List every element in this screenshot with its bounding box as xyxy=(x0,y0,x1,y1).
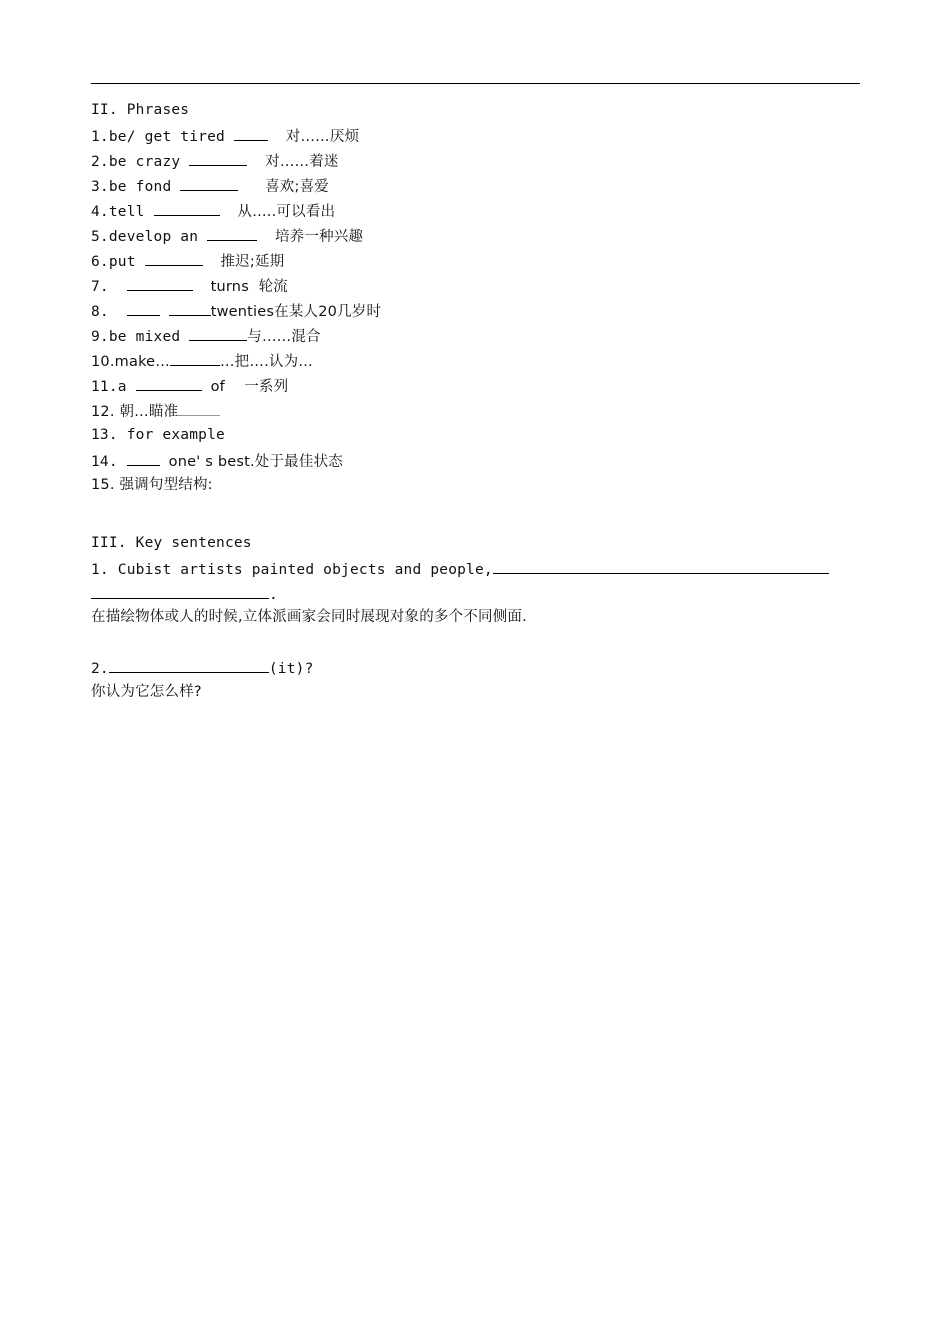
phrase-11-blank[interactable] xyxy=(136,376,202,391)
phrase-2-meaning: 对……着迷 xyxy=(265,154,339,170)
phrase-9 xyxy=(91,326,321,346)
phrase-6-blank[interactable] xyxy=(145,251,203,266)
phrase-2-text: 2.be crazy xyxy=(91,154,181,170)
phrase-13 xyxy=(91,426,225,444)
phrase-2-blank[interactable] xyxy=(189,151,247,166)
phrase-10 xyxy=(91,351,313,371)
sentence-1 xyxy=(91,559,829,579)
phrase-3 xyxy=(91,176,329,196)
phrase-7-text: 7. xyxy=(91,279,109,295)
phrase-3-meaning: 喜欢;喜爱 xyxy=(265,179,329,195)
phrase-4-meaning: 从…..可以看出 xyxy=(237,204,336,220)
phrase-8-blank-1[interactable] xyxy=(127,301,160,316)
phrase-7 xyxy=(91,276,288,296)
phrase-3-blank[interactable] xyxy=(180,176,238,191)
sentence-2-translation: 你认为它怎么样? xyxy=(91,684,202,700)
phrase-2 xyxy=(91,151,339,171)
phrases-heading: II. Phrases xyxy=(91,102,190,118)
phrase-1-meaning: 对……厌烦 xyxy=(285,129,360,145)
sentence-1-cont xyxy=(91,584,278,604)
phrase-5-text: 5.develop an xyxy=(91,229,199,245)
sentence-1-blank-1[interactable] xyxy=(493,559,829,574)
phrase-8-blank-2[interactable] xyxy=(169,301,211,316)
phrase-14 xyxy=(91,451,343,471)
phrase-12-text: 12. 朝…瞄准 xyxy=(91,404,179,420)
phrase-10-text: 10.make… xyxy=(91,354,170,370)
sentence-1-translation: 在描绘物体或人的时候,立体派画家会同时展现对象的多个不同侧面. xyxy=(91,609,527,625)
phrase-8 xyxy=(91,301,381,321)
phrase-4-text: 4.tell xyxy=(91,204,145,220)
phrase-14-meaning: one' s best.处于最佳状态 xyxy=(168,454,343,470)
phrase-6 xyxy=(91,251,284,271)
phrase-5 xyxy=(91,226,363,246)
sentence-2 xyxy=(91,658,314,678)
phrase-15 xyxy=(91,476,213,494)
phrase-1-blank[interactable] xyxy=(234,126,268,141)
phrase-12-blank[interactable] xyxy=(178,401,220,416)
phrase-1-text: 1.be/ get tired xyxy=(91,129,225,145)
phrase-8-meaning: twenties在某人20几岁时 xyxy=(210,304,382,320)
phrase-11 xyxy=(91,376,288,396)
phrase-11-text: 11.a xyxy=(91,379,127,395)
phrase-13-text: 13. for example xyxy=(91,427,225,443)
phrase-7-meaning: turns 轮流 xyxy=(210,279,288,295)
phrase-6-text: 6.put xyxy=(91,254,136,270)
phrase-14-text: 14. xyxy=(91,454,118,470)
phrase-9-text: 9.be mixed xyxy=(91,329,181,345)
sentence-2-end: (it)? xyxy=(268,661,314,677)
phrase-15-text: 15. 强调句型结构: xyxy=(91,477,213,493)
phrase-1 xyxy=(91,126,359,146)
phrase-5-meaning: 培养一种兴趣 xyxy=(274,229,364,245)
phrase-10-meaning: …把….认为… xyxy=(219,354,313,370)
phrase-7-blank[interactable] xyxy=(127,276,193,291)
phrase-9-meaning: 与……混合 xyxy=(247,329,321,345)
sentence-2-blank[interactable] xyxy=(109,658,269,673)
phrase-8-text: 8. xyxy=(91,304,109,320)
sentence-2-start: 2. xyxy=(91,661,109,677)
phrase-6-meaning: 推迟;延期 xyxy=(220,254,285,270)
phrase-4-blank[interactable] xyxy=(154,201,220,216)
phrase-10-blank[interactable] xyxy=(170,351,220,366)
sentences-heading: III. Key sentences xyxy=(91,535,252,551)
phrase-4 xyxy=(91,201,335,221)
phrase-11-meaning: of 一系列 xyxy=(210,379,289,395)
phrase-5-blank[interactable] xyxy=(207,226,257,241)
top-rule xyxy=(91,83,860,84)
sentence-1-text: 1. Cubist artists painted objects and people, xyxy=(91,562,493,578)
phrase-14-blank[interactable] xyxy=(127,451,160,466)
sentence-1-blank-2[interactable] xyxy=(91,584,269,599)
phrase-3-text: 3.be fond xyxy=(91,179,172,195)
phrase-9-blank[interactable] xyxy=(189,326,247,341)
phrase-12 xyxy=(91,401,220,421)
sentence-1-end: . xyxy=(269,587,278,603)
